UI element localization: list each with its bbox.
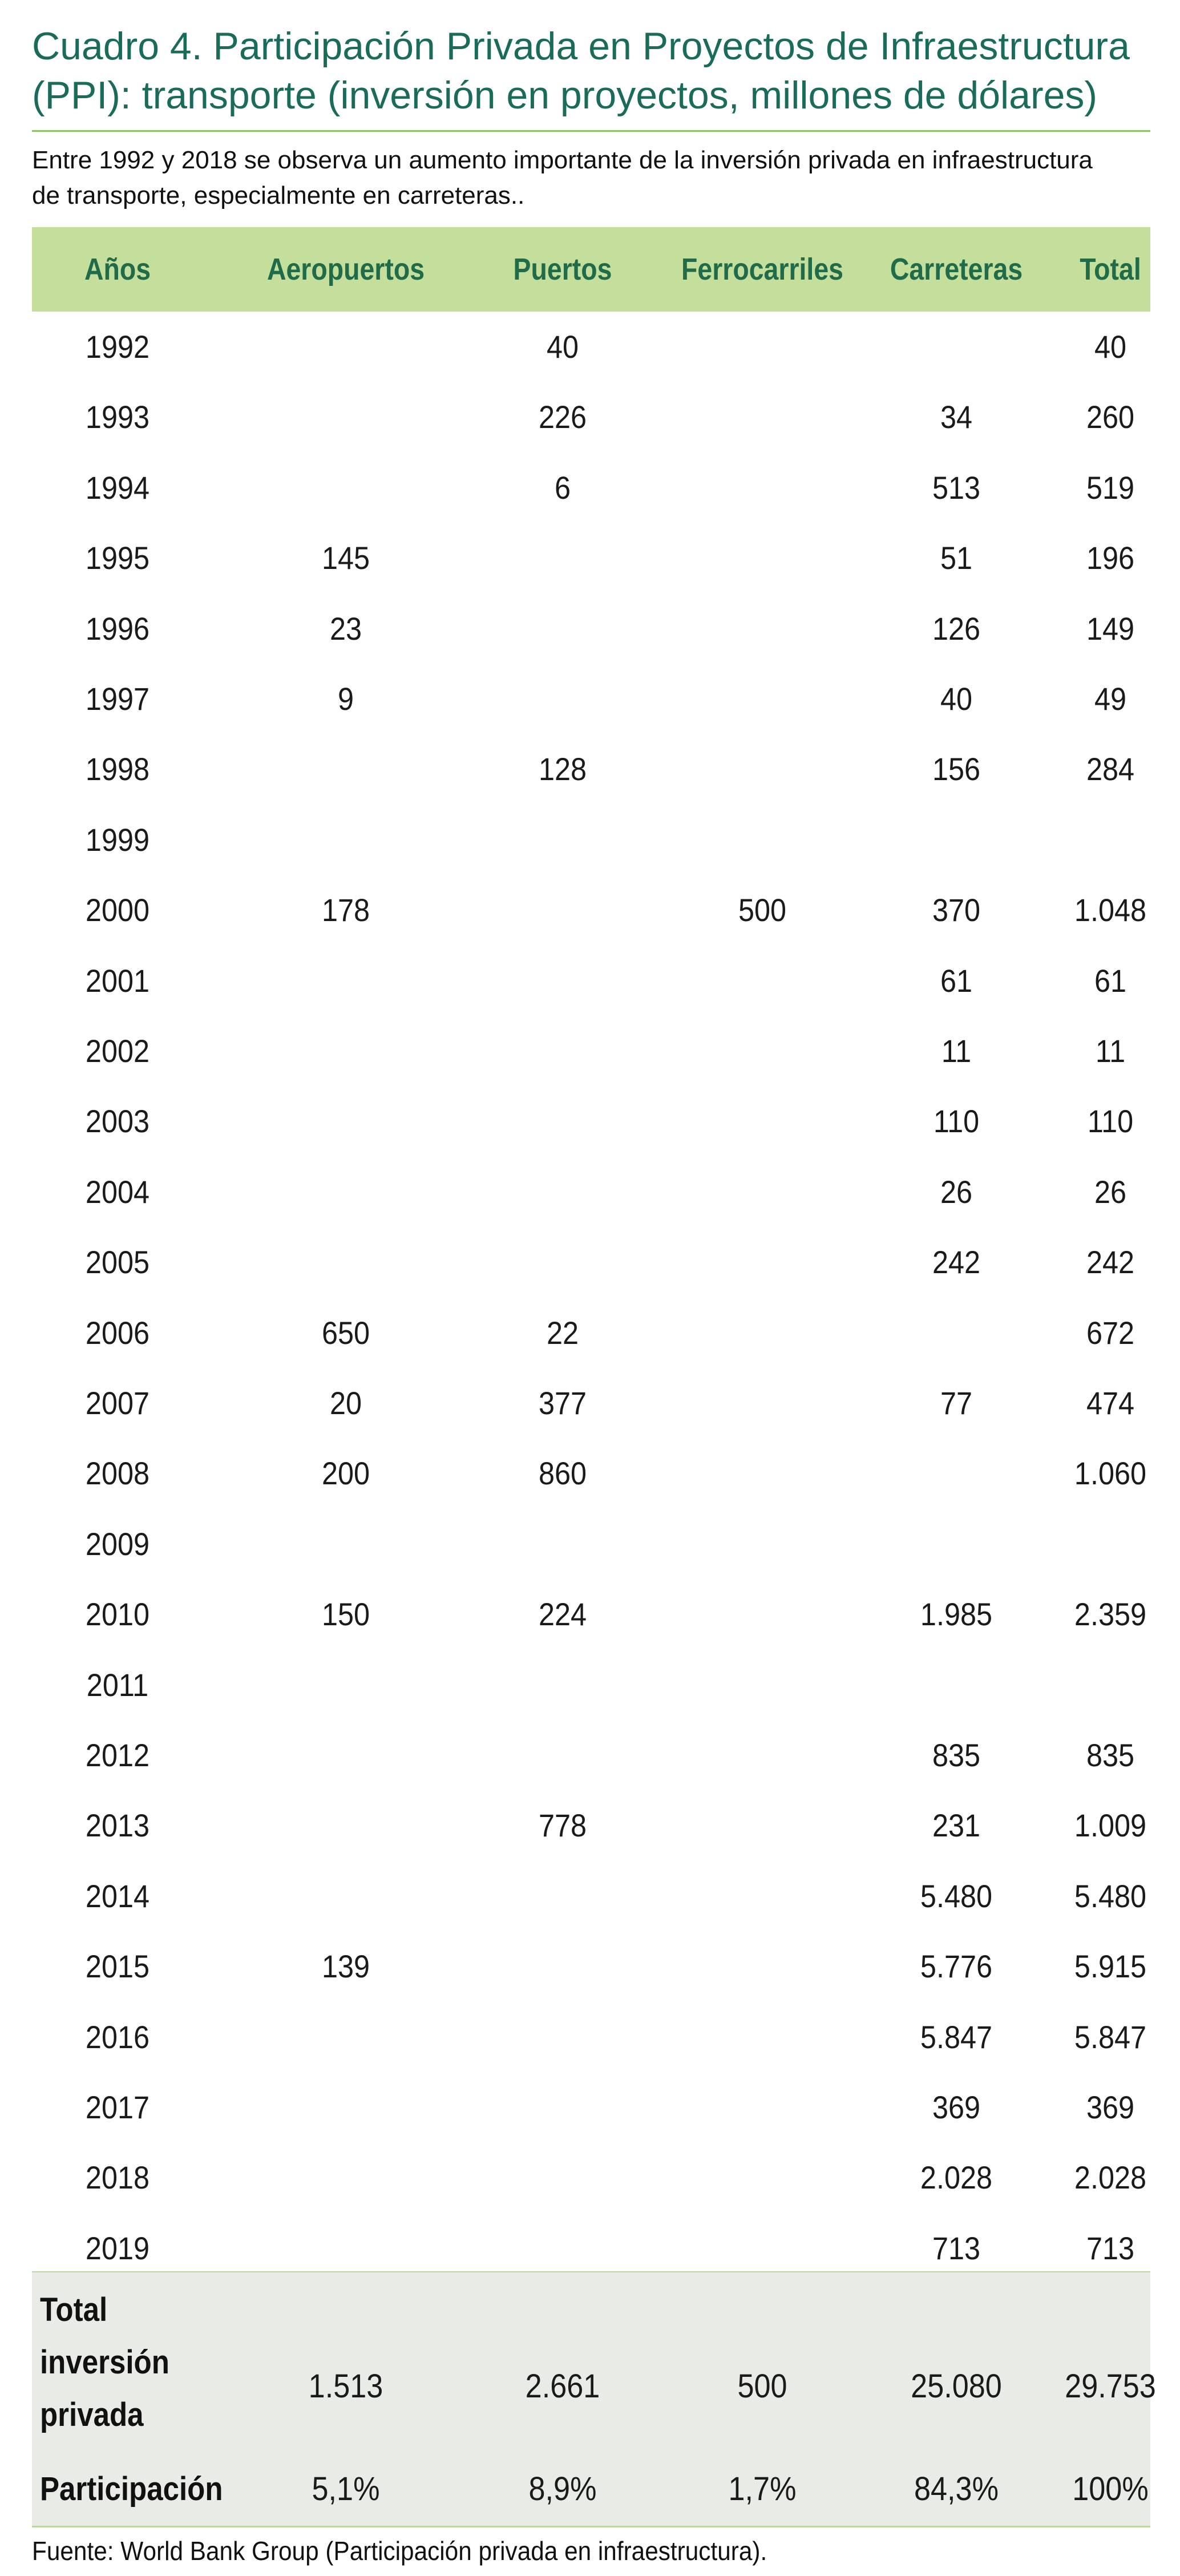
cell-puertos [480,1227,645,1297]
cell-total: 11 [1095,1033,1126,1069]
table-row [32,946,1150,1016]
cell-carreteras: 713 [932,2230,981,2266]
cell-year: 2011 [86,1666,149,1703]
cell-year: 2016 [85,2018,150,2055]
cell-ferrocarriles [654,2002,870,2072]
cell-aeropuertos: 150 [321,1596,370,1633]
cell-total: 49 [1094,681,1127,717]
cell-ferrocarriles [654,805,870,875]
table-totals-section [32,2272,1156,2526]
cell-aeropuertos [238,382,454,452]
cell-aeropuertos: 145 [321,540,370,576]
cell-puertos [480,1720,645,1790]
cell-year: 2012 [85,1737,150,1773]
table-title-line-2: (PPI): transporte (inversión en proyectos, millones de dólares) [32,74,1098,117]
table-row [32,1368,1150,1438]
cell-ferrocarriles [654,523,870,593]
table-title [32,22,1150,120]
cell-carreteras [864,312,1049,382]
total-aeropuertos: 1.513 [308,2368,383,2405]
cell-total: 835 [1086,1737,1135,1773]
cell-carreteras [864,1298,1049,1368]
cell-year: 2006 [85,1314,150,1351]
intro-line-2: de transporte, especialmente en carreteras.. [32,181,525,209]
cell-ferrocarriles [654,1227,870,1297]
cell-carreteras: 370 [932,892,981,928]
cell-total: 5.915 [1074,1948,1147,1985]
cell-carreteras: 369 [932,2089,981,2125]
cell-year: 2019 [85,2230,150,2266]
cell-aeropuertos [238,2142,454,2212]
table-row [32,1157,1150,1227]
cell-puertos: 224 [538,1596,587,1633]
cell-total [1054,1509,1167,1579]
cell-carreteras: 40 [940,681,973,717]
cell-ferrocarriles [654,1790,870,1860]
cell-ferrocarriles [654,593,870,664]
cell-aeropuertos [238,1650,454,1720]
cell-aeropuertos [238,1016,454,1086]
cell-total: 1.048 [1074,892,1147,928]
cell-puertos [480,664,645,734]
table-row [32,2002,1150,2072]
cell-ferrocarriles [654,1086,870,1156]
cell-puertos [480,1157,645,1227]
cell-year: 1998 [85,751,150,788]
table-row [32,1086,1150,1156]
cell-carreteras: 26 [940,1173,973,1210]
cell-year: 2017 [85,2089,150,2125]
title-divider [32,130,1150,132]
cell-total [1054,1650,1167,1720]
cell-carreteras: 11 [941,1033,972,1069]
cell-aeropuertos: 20 [329,1385,362,1421]
participation-aeropuertos: 5,1% [312,2470,380,2508]
cell-puertos: 377 [538,1385,587,1421]
table-row [32,1650,1150,1720]
cell-puertos [480,1650,645,1720]
cell-puertos [480,1931,645,2001]
cell-total: 474 [1086,1385,1135,1421]
cell-ferrocarriles [654,1931,870,2001]
cell-puertos [480,2072,645,2142]
cell-puertos [480,875,645,945]
cell-total: 2.028 [1074,2159,1147,2196]
cell-aeropuertos: 23 [329,610,362,647]
cell-total: 1.009 [1074,1807,1147,1844]
total-total: 29.753 [1065,2368,1156,2405]
cell-puertos: 778 [538,1807,587,1844]
cell-puertos: 860 [538,1455,587,1492]
header-years: Años [84,252,151,286]
cell-ferrocarriles [654,1720,870,1790]
cell-puertos [480,523,645,593]
cell-year: 2014 [85,1878,150,1914]
cell-puertos: 6 [554,469,571,506]
cell-ferrocarriles [654,1368,870,1438]
table-row [32,1438,1150,1508]
cell-year: 1995 [85,540,150,576]
table-row [32,2142,1150,2212]
table-row [32,1720,1150,1790]
cell-total: 26 [1094,1173,1127,1210]
cell-carreteras: 835 [932,1737,981,1773]
cell-year: 2018 [85,2159,150,2196]
cell-aeropuertos [238,1227,454,1297]
source-note: Fuente: World Bank Group (Participación privada en infraestructura). [32,2536,767,2566]
cell-puertos [480,2142,645,2212]
table-row [32,312,1150,382]
cell-ferrocarriles [654,382,870,452]
table-row [32,1509,1150,1579]
cell-total: 149 [1086,610,1135,647]
cell-year: 2001 [85,962,150,999]
cell-carreteras [864,805,1049,875]
cell-total: 284 [1086,751,1135,788]
cell-ferrocarriles [654,2072,870,2142]
participation-puertos: 8,9% [528,2470,597,2508]
cell-puertos: 40 [546,329,579,365]
table-row [32,805,1150,875]
cell-year: 1997 [85,681,150,717]
table-title-line-1: Cuadro 4. Participación Privada en Proyectos de Infraestructura [32,25,1130,68]
table-row [32,734,1150,804]
cell-year: 2000 [85,892,150,928]
participation-label: Participación [40,2470,223,2508]
cell-carreteras: 5.776 [920,1948,993,1985]
cell-aeropuertos [238,1086,454,1156]
cell-puertos [480,593,645,664]
header-carreteras: Carreteras [890,252,1023,286]
total-label [40,2284,201,2441]
cell-aeropuertos: 200 [321,1455,370,1492]
cell-puertos [480,2002,645,2072]
cell-total: 672 [1086,1314,1135,1351]
header-ferrocarriles: Ferrocarriles [681,252,843,286]
cell-carreteras: 156 [932,751,981,788]
table-row [32,1790,1150,1860]
cell-ferrocarriles [654,1016,870,1086]
cell-aeropuertos [238,1157,454,1227]
cell-aeropuertos [238,1720,454,1790]
cell-ferrocarriles [654,1157,870,1227]
cell-carreteras [864,1650,1049,1720]
cell-year: 2013 [85,1807,150,1844]
total-carreteras: 25.080 [911,2368,1002,2405]
cell-total: 260 [1086,399,1135,435]
cell-puertos [480,1509,645,1579]
cell-aeropuertos: 139 [321,1948,370,1985]
cell-carreteras: 34 [940,399,973,435]
cell-ferrocarriles [654,1298,870,1368]
cell-puertos [480,1086,645,1156]
cell-year: 1993 [85,399,150,435]
cell-aeropuertos [238,1509,454,1579]
cell-total: 5.847 [1074,2018,1147,2055]
table-row [32,382,1150,452]
table-row [32,875,1150,945]
cell-year: 2010 [85,1596,150,1633]
cell-ferrocarriles [654,1861,870,1931]
cell-ferrocarriles [654,734,870,804]
cell-year: 2009 [85,1525,150,1562]
cell-ferrocarriles [654,453,870,523]
cell-ferrocarriles [654,1438,870,1508]
table-row [32,1016,1150,1086]
cell-aeropuertos [238,312,454,382]
table-header-row [32,227,1150,312]
cell-year: 1994 [85,469,150,506]
cell-carreteras: 231 [932,1807,981,1844]
cell-total: 713 [1086,2230,1135,2266]
cell-aeropuertos [238,946,454,1016]
cell-carreteras: 61 [940,962,973,999]
cell-puertos [480,946,645,1016]
participation-ferrocarriles: 1,7% [728,2470,797,2508]
participation-carreteras: 84,3% [914,2470,999,2508]
cell-puertos [480,1861,645,1931]
cell-aeropuertos [238,453,454,523]
cell-year: 2008 [85,1455,150,1492]
participation-total: 100% [1072,2470,1149,2508]
cell-year: 1992 [85,329,150,365]
table-row [32,1579,1150,1649]
cell-carreteras: 51 [940,540,973,576]
cell-ferrocarriles [654,1509,870,1579]
cell-year: 2003 [85,1103,150,1140]
cell-ferrocarriles [654,2142,870,2212]
cell-puertos: 226 [538,399,587,435]
cell-total: 519 [1086,469,1135,506]
cell-aeropuertos [238,805,454,875]
header-total: Total [1080,252,1141,286]
intro-line-1: Entre 1992 y 2018 se observa un aumento importante de la inversión privada en infraestructura [32,146,1093,174]
table-row [32,1931,1150,2001]
cell-carreteras: 242 [932,1244,981,1281]
cell-year: 1996 [85,610,150,647]
cell-ferrocarriles [654,312,870,382]
cell-carreteras: 2.028 [920,2159,993,2196]
cell-total: 369 [1086,2089,1135,2125]
table-row [32,523,1150,593]
table-row [32,1298,1150,1368]
cell-total: 196 [1086,540,1135,576]
cell-total: 242 [1086,1244,1135,1281]
table-row [32,664,1150,734]
cell-year: 2007 [85,1385,150,1421]
cell-total: 61 [1094,962,1127,999]
cell-carreteras: 77 [940,1385,973,1421]
cell-aeropuertos: 178 [321,892,370,928]
intro-text [32,143,1150,213]
cell-puertos [480,805,645,875]
table-row [32,2072,1150,2142]
table-row [32,593,1150,664]
total-label-line-1: Total [40,2291,108,2328]
cell-year: 1999 [85,821,150,858]
cell-aeropuertos: 9 [337,681,354,717]
cell-carreteras: 5.480 [920,1878,993,1914]
cell-carreteras: 110 [933,1103,980,1140]
cell-total: 110 [1087,1103,1134,1140]
cell-aeropuertos [238,1790,454,1860]
total-label-line-3: privada [40,2396,144,2433]
cell-total: 5.480 [1074,1878,1147,1914]
total-bottom-divider [32,2526,1150,2527]
table-row [32,1861,1150,1931]
header-puertos: Puertos [513,252,612,286]
cell-carreteras [864,1509,1049,1579]
cell-carreteras: 126 [932,610,981,647]
cell-carreteras: 5.847 [920,2018,993,2055]
cell-puertos: 128 [538,751,587,788]
cell-puertos [480,1016,645,1086]
cell-year: 2005 [85,1244,150,1281]
cell-total: 2.359 [1074,1596,1147,1633]
cell-ferrocarriles: 500 [738,892,787,928]
cell-aeropuertos [238,734,454,804]
table-body [32,312,1150,2283]
cell-ferrocarriles [654,1650,870,1720]
cell-year: 2015 [85,1948,150,1985]
cell-puertos: 22 [546,1314,579,1351]
cell-aeropuertos [238,1861,454,1931]
cell-carreteras [864,1438,1049,1508]
cell-ferrocarriles [654,1579,870,1649]
table-row [32,453,1150,523]
cell-year: 2004 [85,1173,150,1210]
cell-aeropuertos [238,2072,454,2142]
cell-carreteras: 1.985 [920,1596,993,1633]
cell-aeropuertos [238,2002,454,2072]
header-aeropuertos: Aeropuertos [266,252,425,286]
total-ferrocarriles: 500 [737,2368,787,2405]
cell-total: 1.060 [1074,1455,1147,1492]
table-row [32,1227,1150,1297]
cell-ferrocarriles [654,664,870,734]
cell-carreteras: 513 [932,469,981,506]
cell-total [1054,805,1167,875]
total-label-line-2: inversión [40,2344,169,2381]
cell-year: 2002 [85,1033,150,1069]
total-puertos: 2.661 [525,2368,600,2405]
cell-aeropuertos: 650 [321,1314,370,1351]
cell-ferrocarriles [654,946,870,1016]
cell-total: 40 [1094,329,1127,365]
